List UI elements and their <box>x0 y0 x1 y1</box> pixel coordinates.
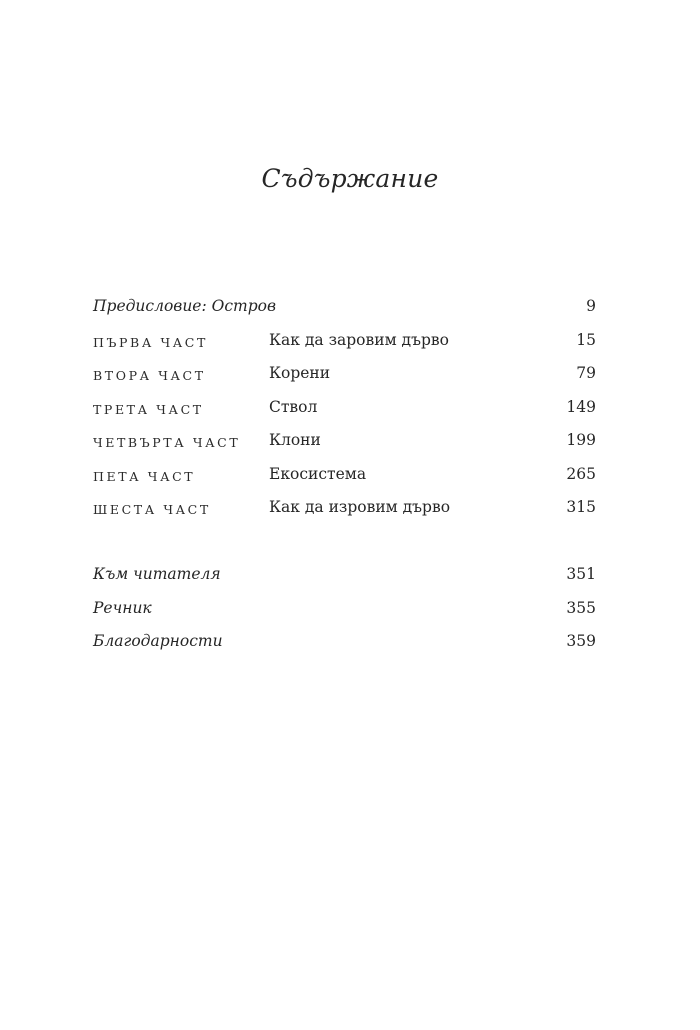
toc-page-number: 149 <box>566 397 596 416</box>
toc-part-label: ЧЕТВЪРТА ЧАСТ <box>93 435 241 450</box>
toc-part-label: ПЕТА ЧАСТ <box>93 468 196 484</box>
toc-entry-part-5 <box>93 465 596 489</box>
toc-entry-title: Ствол <box>269 397 318 416</box>
toc-part-label: ШЕСТА ЧАСТ <box>93 502 211 517</box>
toc-entry-part-2 <box>93 364 596 388</box>
toc-part-label: ВТОРА ЧАСТ <box>93 368 206 383</box>
toc-page-number: 315 <box>566 498 596 516</box>
toc-entry-acknowledgements <box>93 632 596 656</box>
toc-entry-part-3 <box>93 398 596 422</box>
toc-page-number: 351 <box>566 565 596 583</box>
toc-entry-title: Как да заровим дърво <box>269 330 449 349</box>
toc-entry-title: Как да изровим дърво <box>269 498 451 516</box>
toc-entry-title: Екосистема <box>269 464 367 483</box>
toc-entry-title: Благодарности <box>93 632 223 650</box>
toc-page-number: 79 <box>576 364 596 382</box>
toc-entry-title: Предисловие: Остров <box>93 297 276 315</box>
toc-entry-title: Корени <box>269 364 331 382</box>
toc-entry-part-4 <box>93 431 596 455</box>
page-title: Съдържание <box>261 164 439 193</box>
toc-part-label: ПЪРВА ЧАСТ <box>93 334 208 350</box>
toc-page-number: 199 <box>566 431 596 449</box>
toc-page-number: 265 <box>566 464 596 483</box>
toc-entry-part-6 <box>93 498 596 522</box>
toc-entry-to-reader <box>93 565 596 589</box>
toc-entry-title: Клони <box>269 431 321 449</box>
toc-page-number: 359 <box>566 632 596 650</box>
toc-part-label: ТРЕТА ЧАСТ <box>93 401 204 417</box>
toc-entry-title: Речник <box>93 598 152 617</box>
toc-page-number: 15 <box>576 330 596 349</box>
toc-entry-title: Към читателя <box>93 565 221 583</box>
toc-entry-preface <box>93 297 596 321</box>
toc-page-number: 355 <box>566 598 596 617</box>
toc-entry-glossary <box>93 599 596 623</box>
toc-page-number: 9 <box>586 297 596 315</box>
toc-entry-part-1 <box>93 331 596 355</box>
